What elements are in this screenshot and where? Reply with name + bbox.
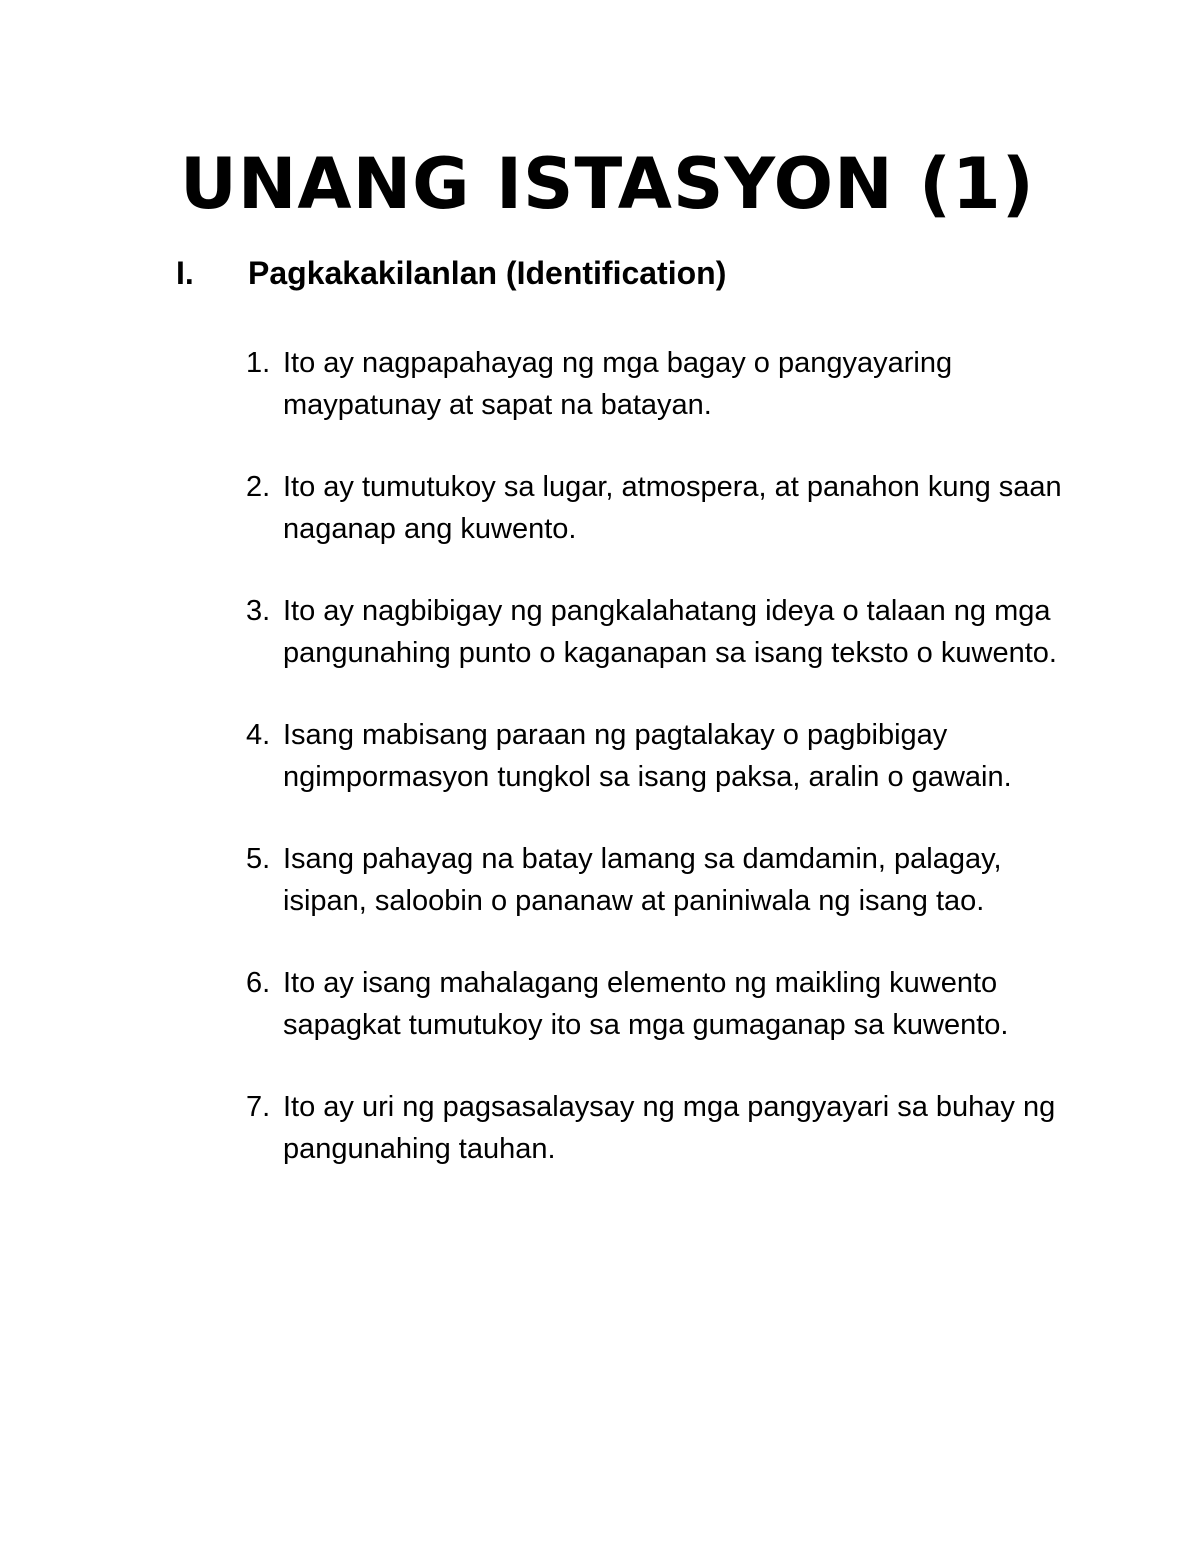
- item-text: Ito ay isang mahalagang elemento ng maikling kuwento sapagkat tumutukoy ito sa mga gumaganap sa kuwento.: [283, 967, 1009, 1041]
- list-item: [246, 962, 1076, 1046]
- item-text: Ito ay uri ng pagsasalaysay ng mga pangyayari sa buhay ng pangunahing tauhan.: [283, 1091, 1056, 1165]
- item-number: 4.: [246, 719, 271, 751]
- item-text: Isang mabisang paraan ng pagtalakay o pagbibigay ngimpormasyon tungkol sa isang paksa, aralin o gawain.: [283, 719, 1012, 793]
- item-number: 2.: [246, 471, 271, 503]
- section-heading-text: Pagkakakilanlan (Identification): [248, 255, 727, 291]
- item-text: Ito ay nagbibigay ng pangkalahatang ideya o talaan ng mga pangunahing punto o kaganapan sa isang teksto o kuwento.: [283, 595, 1057, 669]
- item-number: 6.: [246, 967, 271, 999]
- list-item: [246, 342, 1076, 426]
- item-number: 1.: [246, 347, 271, 379]
- list-item: [246, 1086, 1076, 1170]
- item-number: 7.: [246, 1091, 271, 1123]
- list-item: [246, 714, 1076, 798]
- section-heading: [176, 251, 1076, 295]
- question-list: [246, 342, 1076, 1210]
- list-item: [246, 838, 1076, 922]
- item-number: 5.: [246, 843, 271, 875]
- item-number: 3.: [246, 595, 271, 627]
- page-title: UNANG ISTASYON (1): [180, 143, 1035, 225]
- item-text: Isang pahayag na batay lamang sa damdamin, palagay, isipan, saloobin o pananaw at paniniwala ng isang tao.: [283, 843, 1002, 917]
- list-item: [246, 466, 1076, 550]
- item-text: Ito ay nagpapahayag ng mga bagay o pangyayaring maypatunay at sapat na batayan.: [283, 347, 953, 421]
- list-item: [246, 590, 1076, 674]
- section-numeral: I.: [176, 255, 194, 291]
- item-text: Ito ay tumutukoy sa lugar, atmospera, at panahon kung saan naganap ang kuwento.: [283, 471, 1062, 545]
